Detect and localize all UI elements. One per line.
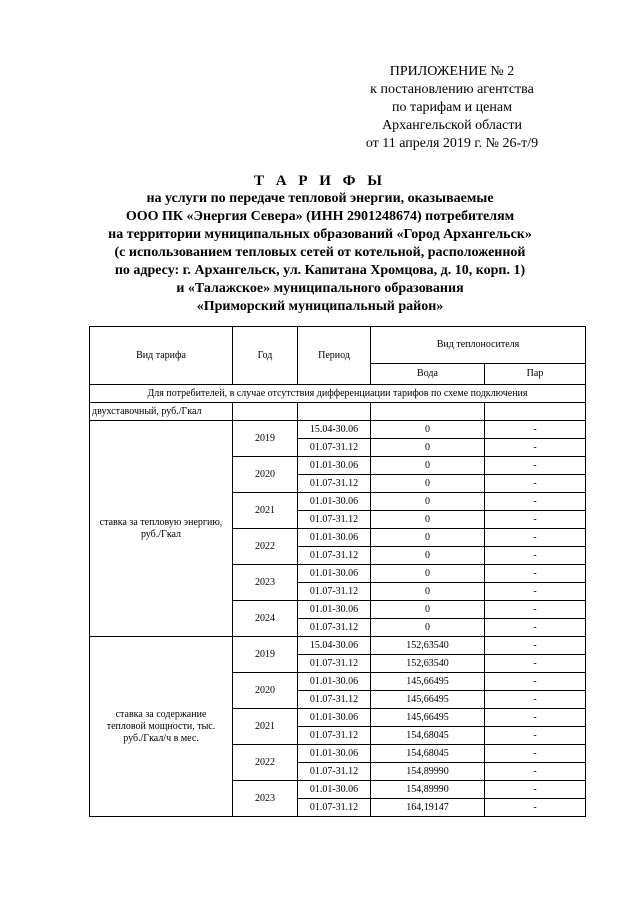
water-value-cell: 145,66495 — [371, 691, 485, 709]
period-cell: 01.07-31.12 — [298, 619, 371, 637]
two-part-label: двухставочный, руб./Гкал — [90, 403, 233, 421]
year-cell: 2019 — [233, 421, 298, 457]
period-cell: 01.01-30.06 — [298, 745, 371, 763]
table-row — [90, 637, 586, 655]
water-value-cell: 154,68045 — [371, 745, 485, 763]
period-cell: 01.07-31.12 — [298, 439, 371, 457]
period-cell: 01.01-30.06 — [298, 673, 371, 691]
year-cell: 2021 — [233, 493, 298, 529]
tariff-table — [89, 326, 586, 817]
table-row — [90, 421, 586, 439]
title-line: на услуги по передаче тепловой энергии, оказываемые — [146, 191, 494, 206]
water-value-cell: 145,66495 — [371, 709, 485, 727]
water-value-cell: 0 — [371, 457, 485, 475]
year-cell: 2019 — [233, 637, 298, 673]
title-heading: Т А Р И Ф Ы — [253, 173, 387, 189]
period-cell: 01.07-31.12 — [298, 547, 371, 565]
water-value-cell: 0 — [371, 529, 485, 547]
year-cell: 2023 — [233, 565, 298, 601]
steam-value-cell: - — [485, 493, 586, 511]
water-value-cell: 0 — [371, 475, 485, 493]
water-value-cell: 164,19147 — [371, 799, 485, 817]
appendix-line: от 11 апреля 2019 г. № 26-т/9 — [365, 136, 539, 151]
steam-value-cell: - — [485, 781, 586, 799]
appendix-line: Архангельской области — [382, 118, 522, 133]
period-cell: 01.01-30.06 — [298, 457, 371, 475]
period-cell: 01.01-30.06 — [298, 565, 371, 583]
water-value-cell: 0 — [371, 421, 485, 439]
steam-value-cell: - — [485, 529, 586, 547]
water-value-cell: 154,68045 — [371, 727, 485, 745]
steam-value-cell: - — [485, 637, 586, 655]
year-cell: 2020 — [233, 457, 298, 493]
year-cell: 2024 — [233, 601, 298, 637]
section-row — [90, 385, 586, 403]
water-value-cell: 0 — [371, 547, 485, 565]
appendix-block — [352, 63, 552, 153]
title-line: на территории муниципальных образований «Город Архангельск» — [108, 227, 532, 242]
steam-value-cell: - — [485, 673, 586, 691]
year-cell: 2020 — [233, 673, 298, 709]
document-title — [90, 172, 550, 316]
steam-value-cell: - — [485, 475, 586, 493]
header-period: Период — [298, 327, 371, 385]
header-heat-carrier: Вид теплоносителя — [371, 327, 586, 364]
steam-value-cell: - — [485, 691, 586, 709]
steam-value-cell: - — [485, 619, 586, 637]
period-cell: 01.07-31.12 — [298, 763, 371, 781]
period-cell: 01.07-31.12 — [298, 655, 371, 673]
period-cell: 15.04-30.06 — [298, 421, 371, 439]
steam-value-cell: - — [485, 655, 586, 673]
period-cell: 15.04-30.06 — [298, 637, 371, 655]
period-cell: 01.07-31.12 — [298, 475, 371, 493]
period-cell: 01.07-31.12 — [298, 511, 371, 529]
period-cell: 01.01-30.06 — [298, 601, 371, 619]
steam-value-cell: - — [485, 457, 586, 475]
title-line: по адресу: г. Архангельск, ул. Капитана Хромцова, д. 10, корп. 1) — [114, 263, 526, 278]
period-cell: 01.07-31.12 — [298, 583, 371, 601]
appendix-line: по тарифам и ценам — [392, 100, 512, 115]
water-value-cell: 0 — [371, 619, 485, 637]
water-value-cell: 0 — [371, 511, 485, 529]
period-cell: 01.07-31.12 — [298, 799, 371, 817]
water-value-cell: 152,63540 — [371, 655, 485, 673]
water-value-cell: 152,63540 — [371, 637, 485, 655]
steam-value-cell: - — [485, 745, 586, 763]
water-value-cell: 0 — [371, 583, 485, 601]
period-cell: 01.07-31.12 — [298, 727, 371, 745]
water-value-cell: 0 — [371, 439, 485, 457]
empty-cell — [233, 403, 298, 421]
two-part-row — [90, 403, 586, 421]
capacity-tariff-label: ставка за содержание тепловой мощности, тыс. руб./Гкал/ч в мес. — [90, 637, 233, 817]
section-note: Для потребителей, в случае отсутствия дифференциации тарифов по схеме подключения — [90, 385, 586, 403]
title-line: «Приморский муниципальный район» — [196, 299, 444, 314]
header-year: Год — [233, 327, 298, 385]
title-line: (с использованием тепловых сетей от котельной, расположенной — [114, 245, 526, 260]
steam-value-cell: - — [485, 439, 586, 457]
period-cell: 01.01-30.06 — [298, 493, 371, 511]
steam-value-cell: - — [485, 799, 586, 817]
water-value-cell: 0 — [371, 565, 485, 583]
title-line: ООО ПК «Энергия Севера» (ИНН 2901248674) потребителям — [125, 209, 515, 224]
year-cell: 2022 — [233, 529, 298, 565]
year-cell: 2023 — [233, 781, 298, 817]
appendix-line: к постановлению агентства — [370, 82, 534, 97]
steam-value-cell: - — [485, 547, 586, 565]
header-tariff-type: Вид тарифа — [90, 327, 233, 385]
period-cell: 01.01-30.06 — [298, 709, 371, 727]
empty-cell — [298, 403, 371, 421]
steam-value-cell: - — [485, 583, 586, 601]
empty-cell — [371, 403, 485, 421]
water-value-cell: 154,89990 — [371, 763, 485, 781]
water-value-cell: 154,89990 — [371, 781, 485, 799]
period-cell: 01.07-31.12 — [298, 691, 371, 709]
title-line: и «Талажское» муниципального образования — [176, 281, 464, 296]
water-value-cell: 145,66495 — [371, 673, 485, 691]
empty-cell — [485, 403, 586, 421]
water-value-cell: 0 — [371, 601, 485, 619]
steam-value-cell: - — [485, 727, 586, 745]
energy-tariff-label: ставка за тепловую энергию, руб./Гкал — [90, 421, 233, 637]
steam-value-cell: - — [485, 565, 586, 583]
steam-value-cell: - — [485, 763, 586, 781]
steam-value-cell: - — [485, 421, 586, 439]
steam-value-cell: - — [485, 709, 586, 727]
steam-value-cell: - — [485, 511, 586, 529]
header-row — [90, 327, 586, 364]
period-cell: 01.01-30.06 — [298, 781, 371, 799]
year-cell: 2022 — [233, 745, 298, 781]
appendix-line: ПРИЛОЖЕНИЕ № 2 — [389, 64, 515, 79]
period-cell: 01.01-30.06 — [298, 529, 371, 547]
header-water: Вода — [371, 364, 485, 385]
steam-value-cell: - — [485, 601, 586, 619]
year-cell: 2021 — [233, 709, 298, 745]
water-value-cell: 0 — [371, 493, 485, 511]
header-steam: Пар — [485, 364, 586, 385]
